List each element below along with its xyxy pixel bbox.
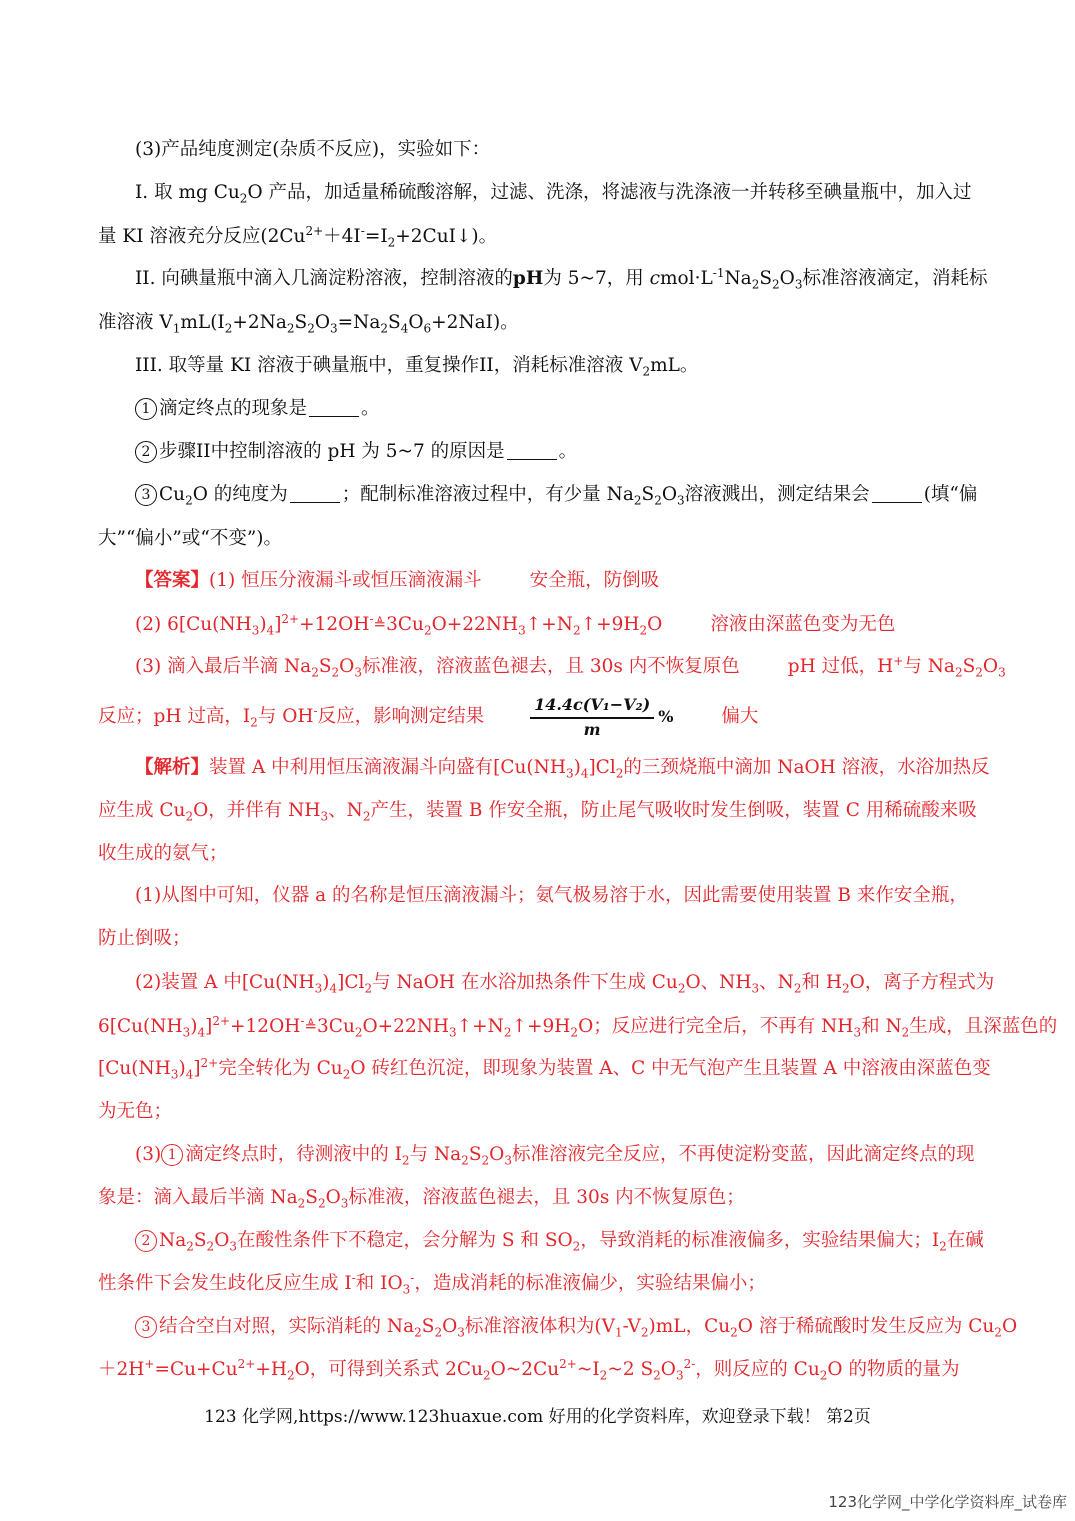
step-2-cont: 准溶液 $V_1mL(I_2+2Na_2S_2O_3=Na_2S_4O_6+2NaI)$。 xyxy=(98,312,519,336)
page-footer: 123 化学网,https://www.123huaxue.com 好用的化学资料库，欢迎登录下载！ 第2页 xyxy=(204,1407,871,1427)
answer-label: 【答案】 xyxy=(135,570,210,591)
answer-blank xyxy=(309,398,359,417)
heat-delta-icon: ≜ xyxy=(304,1017,318,1035)
step-1-cont: 量 KI 溶液充分反应$(2Cu^{2+}+4I^-=I_2+2CuI↓)$。 xyxy=(98,223,498,250)
step-3: III. 取等量 KI 溶液于碘量瓶中，重复操作II，消耗标准溶液 $V_2mL$。 xyxy=(135,355,699,379)
analysis-3-2-cont: 性条件下会发生歧化反应生成 I-和 $IO_3^-$，造成消耗的标准液偏少，实验结果偏小； xyxy=(98,1270,766,1297)
purity-formula: $\frac{\text{14.4c(V₁−V₂)}}{m}$ xyxy=(530,695,654,740)
answer-3: (3) 滴入最后半滴 $Na_2S_2O_3$标准液，溶液蓝色褪去，且 30s 内不恢复原色 pH 过低，H+与 $Na_2S_2O_3$ xyxy=(135,653,1006,680)
circled-3-icon: 3 xyxy=(135,1316,157,1338)
analysis-intro-cont-2: 收生成的氨气； xyxy=(98,843,228,864)
circled-1-icon: 1 xyxy=(135,398,157,420)
analysis-intro: 【解析】装置 A 中利用恒压滴液漏斗向盛有$[Cu(NH_3)_4]Cl_2$的三颈烧瓶中滴加 NaOH 溶液，水浴加热反 xyxy=(135,757,990,781)
analysis-3-1: (3) 1 滴定终点时，待测液中的 $I_2$与 $Na_2S_2O_3$标准溶液完全反应，不再使淀粉变蓝，因此滴定终点的现 xyxy=(135,1144,975,1168)
circled-3-icon: 3 xyxy=(135,484,157,506)
answer-blank xyxy=(290,484,340,503)
analysis-intro-cont: 应生成 $Cu_2O$，并伴有 $NH_3$、$N_2$产生，装置 B 作安全瓶，防止尾气吸收时发生倒吸，装置 C 用稀硫酸来吸 xyxy=(98,800,977,824)
answer-3-cont: 反应；pH 过高，$I_2$与 OH-反应，影响测定结果 $\frac{\text{14.4c(V₁−V₂)}}{m}$ % 偏大 xyxy=(98,694,759,739)
answer-1: 【答案】(1) 恒压分液漏斗或恒压滴液漏斗 安全瓶，防倒吸 xyxy=(135,570,660,591)
answer-2: (2) $6[Cu(NH_3)_4]^{2+}+12OH^-≜3Cu_2O+22NH_3↑+N_2↑+9H_2O$ 溶液由深蓝色变为无色 xyxy=(135,611,896,638)
sub-question-3-cont: 大”“偏小”或“不变”)。 xyxy=(98,528,283,549)
analysis-2: (2)装置 A 中$[Cu(NH_3)_4]Cl_2$与 NaOH 在水浴加热条件下生成 $Cu_2O$、$NH_3$、$N_2$和 $H_2O$，离子方程式为 xyxy=(135,972,995,996)
analysis-1-cont: 防止倒吸； xyxy=(98,928,191,949)
analysis-2-cont-3: 为无色； xyxy=(98,1101,173,1122)
circled-2-icon: 2 xyxy=(135,441,157,463)
analysis-2-cont: $6[Cu(NH_3)_4]^{2+}+12OH^-≜3Cu_2O+22NH_3↑+N_2↑+9H_2O$；反应进行完全后，不再有 $NH_3$和 $N_2$生成，且深蓝色的 xyxy=(98,1013,1058,1040)
question-3-intro: (3)产品纯度测定(杂质不反应)，实验如下： xyxy=(135,139,491,160)
sub-question-2: 2 步骤II中控制溶液的 pH 为 5~7 的原因是 。 xyxy=(135,439,978,465)
analysis-3-2: 2 $Na_2S_2O_3$在酸性条件下不稳定，会分解为 S 和 $SO_2$，导致消耗的标准液偏多，实验结果偏大；$I_2$在碱 xyxy=(135,1228,978,1254)
site-watermark: 123化学网_中学化学资料库_试卷库 xyxy=(828,1493,1067,1511)
analysis-3-3-cont: $+2H^+=Cu+Cu^{2+}+H_2O$，可得到关系式 $2Cu_2O\sim 2Cu^{2+}\sim I_2\sim 2$ $S_2O_3^{2-}$，则反应的 $Cu_2O$ 的物质的量为 xyxy=(98,1356,960,1383)
analysis-3-3: 3 结合空白对照，实际消耗的 $Na_2S_2O_3$标准溶液体积为$(V_1-V_2)mL$，$Cu_2O$ 溶于稀硫酸时发生反应为 $Cu_2O$ xyxy=(135,1314,978,1340)
sub-question-3: 3 $Cu_2O$ 的纯度为 ；配制标准溶液过程中，有少量 $Na_2S_2O_3$溶液溅出，测定结果会 (填“偏 xyxy=(135,482,978,508)
answer-blank xyxy=(872,484,922,503)
step-1: I. 取 mg $Cu_2O$ 产品，加适量稀硫酸溶解，过滤、洗涤，将滤液与洗涤液一并转移至碘量瓶中，加入过 xyxy=(135,182,972,206)
circled-1-icon: 1 xyxy=(161,1144,183,1166)
analysis-2-cont-2: $[Cu(NH_3)_4]^{2+}$完全转化为 $Cu_2O$ 砖红色沉淀，即现象为装置 A、C 中无气泡产生且装置 A 中溶液由深蓝色变 xyxy=(98,1055,991,1082)
analysis-label: 【解析】 xyxy=(135,757,210,778)
answer-blank xyxy=(507,441,557,460)
sub-question-1: 1 滴定终点的现象是 。 xyxy=(135,396,978,422)
circled-2-icon: 2 xyxy=(135,1230,157,1252)
heat-delta-icon: ≜ xyxy=(373,615,387,633)
step-2: II. 向碘量瓶中滴入几滴淀粉溶液，控制溶液的pH为 5~7，用 $cmol\cdot L^{-1}Na_2S_2O_3$标准溶液滴定，消耗标 xyxy=(135,265,988,292)
analysis-1: (1)从图中可知，仪器 a 的名称是恒压滴液漏斗；氨气极易溶于水，因此需要使用装置 B 来作安全瓶， xyxy=(135,885,968,906)
analysis-3-1-cont: 象是：滴入最后半滴 $Na_2S_2O_3$标准液，溶液蓝色褪去，且 30s 内不恢复原色； xyxy=(98,1187,745,1211)
